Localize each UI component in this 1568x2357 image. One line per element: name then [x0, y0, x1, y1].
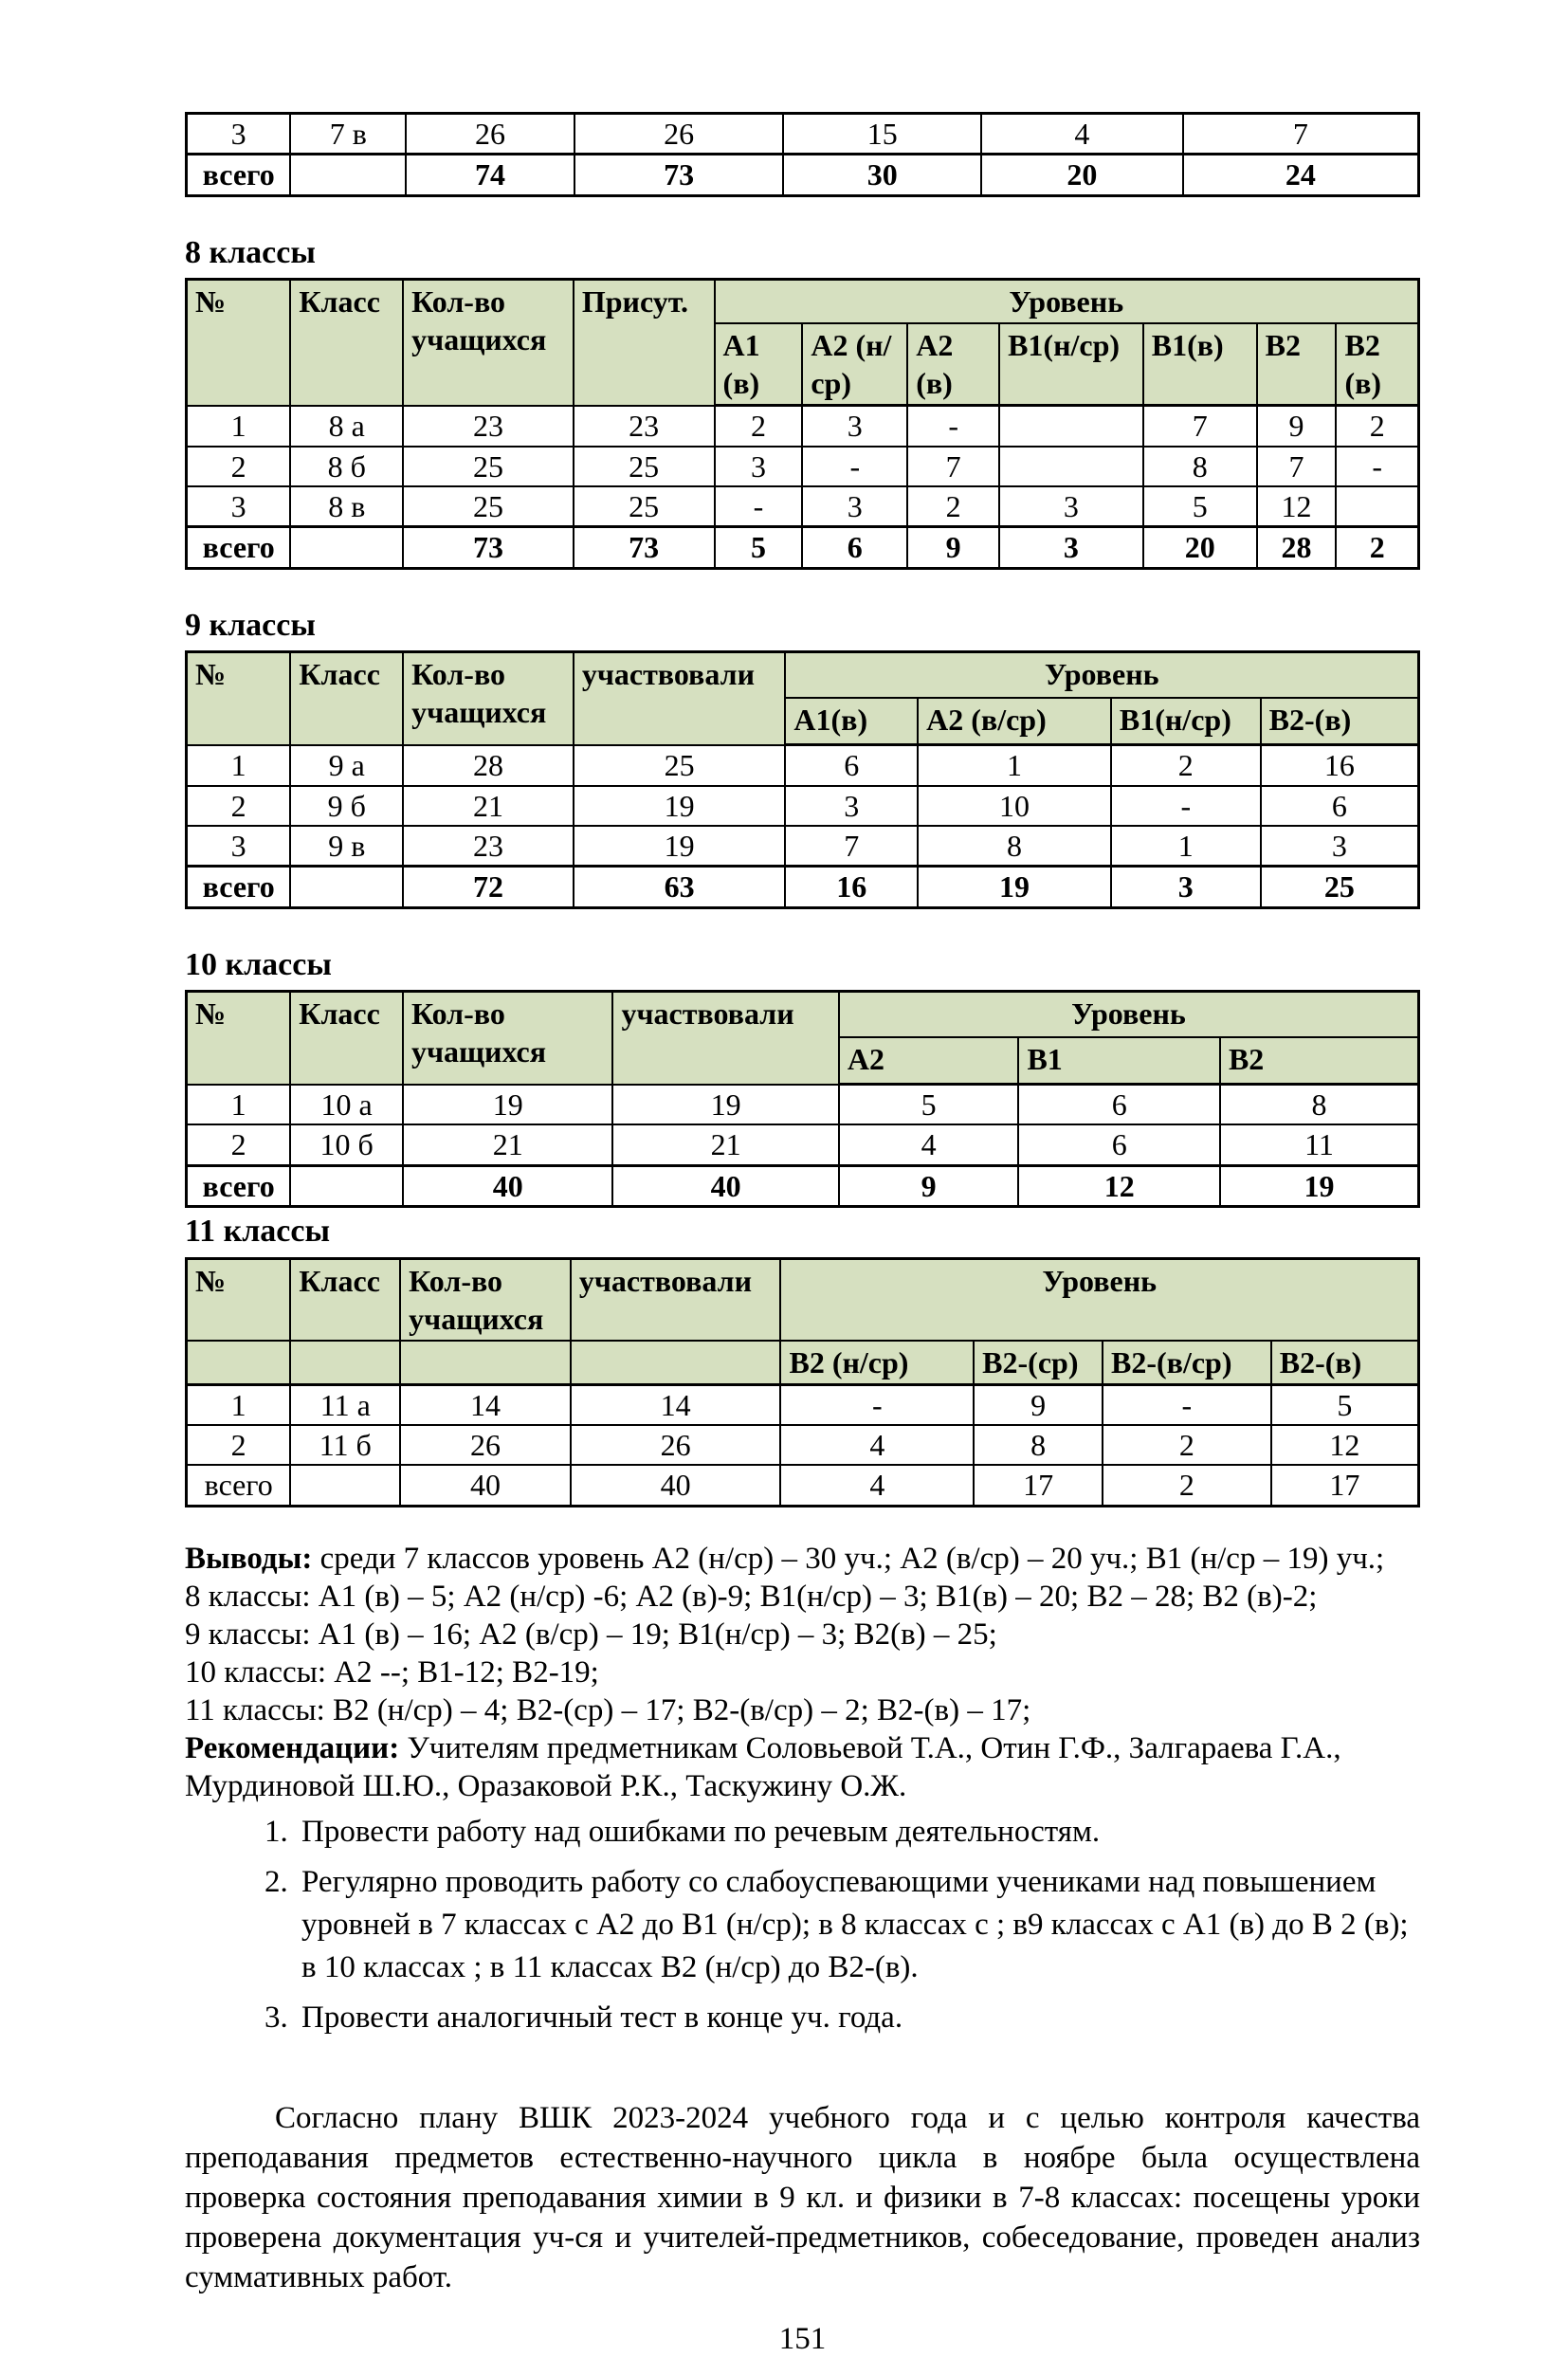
column-header: №	[187, 1258, 291, 1341]
table-cell: 9 в	[290, 826, 403, 867]
column-header: В2-(ср)	[974, 1341, 1103, 1385]
table-cell: 21	[612, 1124, 838, 1165]
table-cell: 2	[1103, 1425, 1271, 1465]
table-cell: 17	[1271, 1465, 1419, 1506]
table-cell: всего	[187, 1165, 291, 1206]
table-cell: 74	[406, 155, 574, 195]
table-cell: 17	[974, 1465, 1103, 1506]
table-cell: 73	[403, 527, 574, 568]
table-cell: 23	[403, 406, 574, 447]
table-cell: 26	[400, 1425, 571, 1465]
table-cell: 26	[406, 114, 574, 155]
table-cell: 20	[1143, 527, 1257, 568]
column-header: Уровень	[715, 280, 1419, 324]
table-cell: -	[907, 406, 999, 447]
table-cell: 7	[1143, 406, 1257, 447]
page-number: 151	[778, 2321, 827, 2356]
table-row	[187, 114, 1419, 155]
conclusions-block	[185, 1540, 1420, 1805]
table-cell: 8 б	[290, 447, 403, 486]
column-header: Кол-во учащихся	[403, 652, 574, 745]
table-cell: 21	[403, 1124, 612, 1165]
table-cell: 30	[783, 155, 981, 195]
recommendation-item: 2. Регулярно проводить работу со слабоуспевающими учениками над повышением уровней в 7 классах с А2 до В1 (н/ср); в 8 классах с ; в9 классах с А1 (в) до В 2 (в); в 10 классах ; в 11 классах В2 (н/ср) до В2-(в).	[296, 1861, 1420, 1989]
table-cell: 14	[400, 1384, 571, 1425]
conclusions-line: 9 классы: А1 (в) – 16; А2 (в/ср) – 19; В1(н/ср) – 3; В2(в) – 25;	[185, 1617, 997, 1652]
grade9-results-table	[185, 650, 1420, 909]
grade8-results-table	[185, 278, 1420, 570]
table-cell: -	[1111, 786, 1261, 826]
table-header-row	[187, 1341, 1419, 1385]
table-cell: 3	[999, 486, 1143, 527]
table-cell: 24	[1183, 155, 1419, 195]
column-header: В2-(в)	[1271, 1341, 1419, 1385]
table-header-row	[187, 992, 1419, 1037]
grade11-results-table	[185, 1257, 1420, 1507]
column-header: №	[187, 992, 291, 1085]
column-header: В2	[1220, 1037, 1419, 1085]
table-cell: 3	[715, 447, 803, 486]
table-cell: 1	[918, 745, 1111, 786]
conclusions-line: 8 классы: А1 (в) – 5; А2 (н/ср) -6; А2 (в)-9; В1(н/ср) – 3; В1(в) – 20; В2 – 28; В2 (в)-2;	[185, 1579, 1318, 1614]
table-cell: 25	[574, 745, 786, 786]
table-cell: 2	[1336, 527, 1418, 568]
table-cell: 6	[1261, 786, 1419, 826]
column-header: В1(в)	[1143, 323, 1257, 406]
table-cell: 4	[981, 114, 1183, 155]
table-cell: 3	[187, 826, 291, 867]
table-cell: 11	[1220, 1124, 1419, 1165]
table-cell: 19	[574, 826, 786, 867]
table-cell: всего	[187, 867, 291, 907]
column-header: Присут.	[574, 280, 715, 406]
table-cell: 10	[918, 786, 1111, 826]
conclusions-text: среди 7 классов уровень А2 (н/ср) – 30 уч.; А2 (в/ср) – 20 уч.; В1 (н/ср – 19) уч.;	[312, 1541, 1385, 1576]
grade10-results-table	[185, 990, 1420, 1208]
conclusions-line: 10 классы: А2 --; В1-12; В2-19;	[185, 1654, 599, 1690]
table-cell: 6	[1018, 1085, 1220, 1125]
table-cell: 3	[187, 114, 291, 155]
column-header: А1 (в)	[715, 323, 803, 406]
section-heading-grade9: 9 классы	[185, 607, 316, 643]
table-cell: 9 а	[290, 745, 403, 786]
table-cell: 11 а	[290, 1384, 400, 1425]
column-header: Класс	[290, 652, 403, 745]
table-cell: 9	[1257, 406, 1337, 447]
column-header: Уровень	[780, 1258, 1418, 1341]
table-cell: 3	[187, 486, 291, 527]
table-cell: всего	[187, 1465, 291, 1506]
table-cell: 25	[574, 486, 715, 527]
column-header: Класс	[290, 992, 403, 1085]
recommendation-item: 3. Провести аналогичный тест в конце уч. года.	[296, 1997, 1420, 2039]
column-header: В2-(в/ср)	[1103, 1341, 1271, 1385]
table-cell: всего	[187, 155, 291, 195]
table-cell	[290, 1165, 403, 1206]
table-cell: 20	[981, 155, 1183, 195]
table-cell: 26	[571, 1425, 781, 1465]
table-cell: 11 б	[290, 1425, 400, 1465]
recommendations-label: Рекомендации:	[185, 1730, 400, 1765]
table-cell: 19	[918, 867, 1111, 907]
total-row	[187, 1165, 1419, 1206]
column-header: В2 (н/ср)	[780, 1341, 974, 1385]
table-cell: 7	[1257, 447, 1337, 486]
table-cell	[290, 155, 406, 195]
table-cell: 63	[574, 867, 786, 907]
column-header: участвовали	[612, 992, 838, 1085]
table-cell: 6	[785, 745, 918, 786]
table-cell: 15	[783, 114, 981, 155]
recommendations-paragraph	[185, 1729, 1420, 1805]
table-cell: 10 б	[290, 1124, 403, 1165]
table-header-row	[187, 652, 1419, 698]
table-cell: 9 б	[290, 786, 403, 826]
table-header-row	[187, 1258, 1419, 1341]
table-cell	[290, 527, 403, 568]
table-cell: 2	[1336, 406, 1418, 447]
table-cell	[290, 867, 403, 907]
table-cell: 12	[1257, 486, 1337, 527]
table-cell: 3	[802, 406, 907, 447]
table-cell: 9	[839, 1165, 1019, 1206]
table-cell: 4	[839, 1124, 1019, 1165]
table-cell: 7	[907, 447, 999, 486]
table-cell: 19	[403, 1085, 612, 1125]
closing-paragraph: Согласно плану ВШК 2023-2024 учебного года и с целью контроля качества преподавания предметов естественно-научного цикла в ноябре была осуществлена проверка состояния преподавания химии в 9 кл. и физики в 7-8 классах: посещены уроки проверена документация уч-ся и учителей-предметников, собеседование, проведен анализ суммативных работ.	[185, 2100, 1420, 2294]
table-cell: 6	[1018, 1124, 1220, 1165]
table-row	[187, 406, 1419, 447]
table-row	[187, 826, 1419, 867]
table-header-row	[187, 280, 1419, 324]
column-header	[400, 1341, 571, 1385]
table-cell: 19	[612, 1085, 838, 1125]
table-cell: 40	[612, 1165, 838, 1206]
column-header: А2 (н/ср)	[802, 323, 907, 406]
table-cell: 12	[1018, 1165, 1220, 1206]
column-header: В2-(в)	[1261, 698, 1419, 745]
column-header: В1(н/ср)	[1111, 698, 1261, 745]
table-cell: 40	[571, 1465, 781, 1506]
section-heading-grade11: 11 классы	[185, 1214, 331, 1250]
table-cell: 7	[1183, 114, 1419, 155]
column-header: участвовали	[571, 1258, 781, 1341]
table-row	[187, 1465, 1419, 1506]
recommendation-item: 1. Провести работу над ошибками по речевым деятельностям.	[296, 1811, 1420, 1854]
table-cell: 3	[1111, 867, 1261, 907]
column-header: А2 (в)	[907, 323, 999, 406]
table-cell: 2	[1111, 745, 1261, 786]
table-cell: 2	[187, 1425, 291, 1465]
column-header: Кол-во учащихся	[400, 1258, 571, 1341]
table-cell: 5	[839, 1085, 1019, 1125]
table-cell: 23	[403, 826, 574, 867]
table-cell: 5	[715, 527, 803, 568]
table-cell	[999, 406, 1143, 447]
table-cell: 1	[1111, 826, 1261, 867]
table-cell: 3	[802, 486, 907, 527]
table-cell: 25	[403, 486, 574, 527]
table-cell: 8 в	[290, 486, 403, 527]
table-row	[187, 447, 1419, 486]
column-header: Уровень	[839, 992, 1419, 1037]
table-row	[187, 486, 1419, 527]
recommendations-text: Учителям предметникам Соловьевой Т.А., Отин Г.Ф., Залгараева Г.А., Мурдиновой Ш.Ю., Оразаковой Р.К., Таскужину О.Ж.	[185, 1730, 1341, 1803]
table-cell: 2	[907, 486, 999, 527]
section-heading-grade8: 8 классы	[185, 234, 316, 270]
table-row	[187, 1384, 1419, 1425]
table-cell: 73	[574, 527, 715, 568]
table-cell: 12	[1271, 1425, 1419, 1465]
table-cell: 1	[187, 1085, 291, 1125]
table-cell: -	[1103, 1384, 1271, 1425]
table-cell: 1	[187, 1384, 291, 1425]
column-header: В1(н/ср)	[999, 323, 1143, 406]
column-header: Кол-во учащихся	[403, 280, 574, 406]
table-cell: 9	[907, 527, 999, 568]
table-row	[187, 1124, 1419, 1165]
table-cell: 2	[187, 786, 291, 826]
column-header: В1	[1018, 1037, 1220, 1085]
total-row	[187, 867, 1419, 907]
table-cell: 19	[1220, 1165, 1419, 1206]
table-cell: 16	[1261, 745, 1419, 786]
table-cell: -	[1336, 447, 1418, 486]
table-cell: 40	[400, 1465, 571, 1506]
table-cell: 5	[1143, 486, 1257, 527]
table-cell: 4	[780, 1425, 974, 1465]
table-cell: 8 а	[290, 406, 403, 447]
table-cell	[1336, 486, 1418, 527]
table-cell: 2	[187, 447, 291, 486]
table-cell: всего	[187, 527, 291, 568]
table-row	[187, 745, 1419, 786]
column-header	[290, 1341, 400, 1385]
column-header: Класс	[290, 1258, 400, 1341]
table-cell: 16	[785, 867, 918, 907]
table-cell: 7	[785, 826, 918, 867]
table-cell: 3	[999, 527, 1143, 568]
table-cell: 25	[403, 447, 574, 486]
total-row	[187, 527, 1419, 568]
table-cell: 10 а	[290, 1085, 403, 1125]
table-cell: 7 в	[290, 114, 406, 155]
table-cell: -	[802, 447, 907, 486]
column-header: №	[187, 652, 291, 745]
table-cell: -	[780, 1384, 974, 1425]
table-cell: 1	[187, 406, 291, 447]
table-cell: 4	[780, 1465, 974, 1506]
column-header: Уровень	[785, 652, 1418, 698]
table-cell: 40	[403, 1165, 612, 1206]
table-cell: 26	[574, 114, 784, 155]
table-cell: 73	[574, 155, 784, 195]
column-header: А2 (в/ср)	[918, 698, 1111, 745]
table-cell: 6	[802, 527, 907, 568]
table-cell: 23	[574, 406, 715, 447]
table-cell: 1	[187, 745, 291, 786]
table-cell: 8	[1143, 447, 1257, 486]
column-header: Кол-во учащихся	[403, 992, 612, 1085]
column-header: Класс	[290, 280, 403, 406]
table-cell	[290, 1465, 400, 1506]
section-heading-grade10: 10 классы	[185, 946, 332, 982]
recommendations-list	[185, 1811, 1420, 2039]
table-cell: 9	[974, 1384, 1103, 1425]
table-cell: 8	[974, 1425, 1103, 1465]
conclusions-line: 11 классы: В2 (н/ср) – 4; В2-(ср) – 17; В2-(в/ср) – 2; В2-(в) – 17;	[185, 1692, 1031, 1727]
column-header	[571, 1341, 781, 1385]
table-cell: 72	[403, 867, 574, 907]
table-cell: 14	[571, 1384, 781, 1425]
conclusions-line	[185, 1540, 1420, 1578]
table-cell: -	[715, 486, 803, 527]
table-cell: 2	[1103, 1465, 1271, 1506]
column-header: А2	[839, 1037, 1019, 1085]
table-cell: 2	[715, 406, 803, 447]
total-row	[187, 155, 1419, 195]
column-header: А1(в)	[785, 698, 918, 745]
table-cell: 8	[1220, 1085, 1419, 1125]
table-cell: 5	[1271, 1384, 1419, 1425]
column-header	[187, 1341, 291, 1385]
table-cell	[999, 447, 1143, 486]
table-cell: 28	[403, 745, 574, 786]
table-cell: 8	[918, 826, 1111, 867]
grade7-results-table	[185, 112, 1420, 197]
column-header: участвовали	[574, 652, 786, 745]
table-cell: 21	[403, 786, 574, 826]
table-cell: 3	[1261, 826, 1419, 867]
table-cell: 3	[785, 786, 918, 826]
table-cell: 25	[1261, 867, 1419, 907]
table-row	[187, 786, 1419, 826]
table-row	[187, 1425, 1419, 1465]
table-cell: 2	[187, 1124, 291, 1165]
conclusions-label: Выводы:	[185, 1541, 313, 1576]
table-cell: 28	[1257, 527, 1337, 568]
table-row	[187, 1085, 1419, 1125]
column-header: №	[187, 280, 291, 406]
table-cell: 25	[574, 447, 715, 486]
table-cell: 19	[574, 786, 786, 826]
column-header: В2	[1257, 323, 1337, 406]
column-header: В2 (в)	[1336, 323, 1418, 406]
